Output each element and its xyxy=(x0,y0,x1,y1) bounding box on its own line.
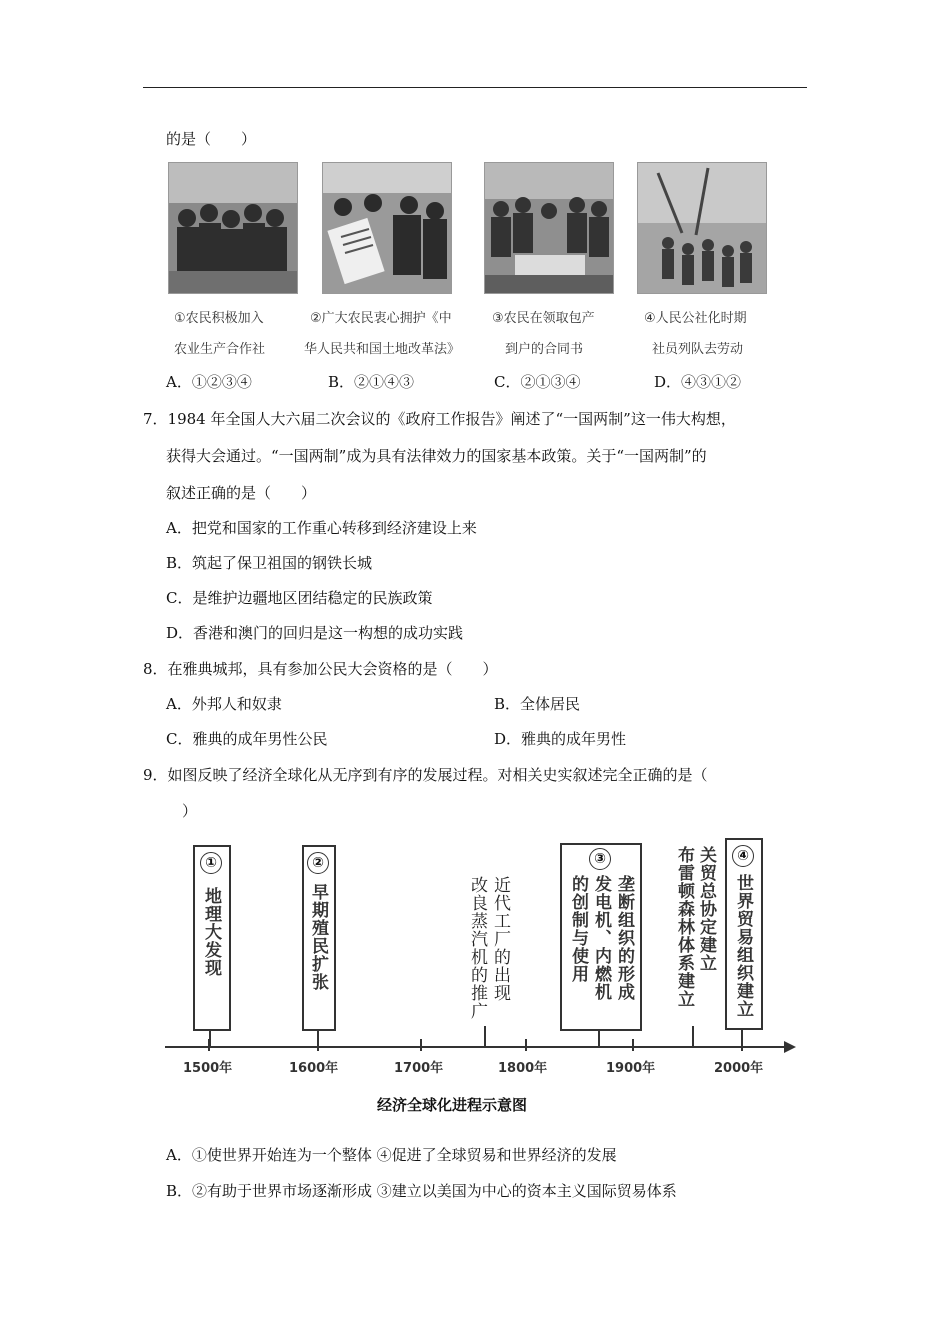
event-3-number: ③ xyxy=(589,848,611,870)
q8-option-d[interactable]: D．雅典的成年男性 xyxy=(494,730,627,748)
caption-3-line2: 到户的合同书 xyxy=(505,342,584,357)
q6-option-a[interactable]: A．①②③④ xyxy=(166,373,252,391)
event-4-number: ④ xyxy=(732,845,754,867)
year-2000: 2000年 xyxy=(714,1061,764,1076)
caption-2-line1: ②广大农民衷心拥护《中 xyxy=(310,311,452,326)
caption-4-line2: 社员列队去劳动 xyxy=(652,342,744,357)
event-2-number: ② xyxy=(307,852,329,874)
tick-1900 xyxy=(632,1039,634,1051)
q9-stem-end: ） xyxy=(182,802,198,820)
q7-option-c[interactable]: C．是维护边疆地区团结稳定的民族政策 xyxy=(166,589,433,607)
timeline-arrow-icon xyxy=(784,1041,796,1053)
q8-stem: 8．在雅典城邦，具有参加公民大会资格的是（ ） xyxy=(143,660,498,678)
event-4-stem xyxy=(741,1028,743,1046)
year-1800: 1800年 xyxy=(498,1061,548,1076)
event-box-2 xyxy=(302,845,336,1031)
photo-4 xyxy=(637,162,767,294)
photo-3 xyxy=(484,162,614,294)
q8-option-a[interactable]: A．外邦人和奴隶 xyxy=(166,695,282,713)
event-3-text-col1: 垄断组织的形成 xyxy=(614,875,634,1001)
tick-1800 xyxy=(525,1039,527,1051)
event-modern-factory: 近代工厂的出现 xyxy=(490,876,510,1002)
header-rule xyxy=(143,87,807,88)
q9-stem: 9．如图反映了经济全球化从无序到有序的发展过程。对相关史实叙述完全正确的是（ xyxy=(143,766,708,784)
q6-option-b[interactable]: B．②①④③ xyxy=(328,373,415,391)
caption-1-line1: ①农民积极加入 xyxy=(174,311,264,326)
year-1700: 1700年 xyxy=(394,1061,444,1076)
event-1-text: 地理大发现 xyxy=(201,887,221,977)
event-4-text: 世界贸易组织建立 xyxy=(733,874,753,1018)
q9-option-b[interactable]: B．②有助于世界市场逐渐形成 ③建立以美国为中心的资本主义国际贸易体系 xyxy=(166,1182,677,1200)
event-box-3 xyxy=(560,843,642,1031)
q7-option-d[interactable]: D．香港和澳门的回归是这一构想的成功实践 xyxy=(166,624,464,642)
event-box-4 xyxy=(725,838,763,1030)
q6-stem-tail: 的是（ ） xyxy=(166,130,257,148)
q7-stem-line1: 7．1984 年全国人大六届二次会议的《政府工作报告》阐述了“一国两制”这一伟大构想， xyxy=(143,410,736,428)
q9-option-a[interactable]: A．①使世界开始连为一个整体 ④促进了全球贸易和世界经济的发展 xyxy=(166,1146,617,1164)
q6-option-c[interactable]: C．②①③④ xyxy=(494,373,581,391)
tick-1700 xyxy=(420,1039,422,1051)
event-mid-stem xyxy=(484,1026,486,1046)
event-gatt: 关贸总协定建立 xyxy=(696,846,716,972)
photo-1 xyxy=(168,162,298,294)
q7-option-b[interactable]: B．筑起了保卫祖国的钢铁长城 xyxy=(166,554,373,572)
caption-2-line2: 华人民共和国土地改革法》 xyxy=(304,342,461,357)
event-bretton-woods: 布雷顿森林体系建立 xyxy=(674,846,694,1008)
q7-stem-line2: 获得大会通过。“一国两制”成为具有法律效力的国家基本政策。关于“一国两制”的 xyxy=(166,447,707,465)
q8-option-c[interactable]: C．雅典的成年男性公民 xyxy=(166,730,328,748)
event-2-stem xyxy=(317,1029,319,1046)
event-steam-engine: 改良蒸汽机的推广 xyxy=(467,876,487,1020)
event-2-text: 早期殖民扩张 xyxy=(308,883,328,991)
event-3-text-col2: 发电机、内燃机 xyxy=(591,875,611,1001)
event-3-stem xyxy=(598,1029,600,1046)
timeline-axis xyxy=(165,1046,785,1048)
q8-option-b[interactable]: B．全体居民 xyxy=(494,695,581,713)
q7-option-a[interactable]: A．把党和国家的工作重心转移到经济建设上来 xyxy=(166,519,477,537)
year-1500: 1500年 xyxy=(183,1061,233,1076)
caption-3-line1: ③农民在领取包产 xyxy=(492,311,595,326)
event-1-stem xyxy=(209,1029,211,1046)
year-1600: 1600年 xyxy=(289,1061,339,1076)
q6-option-d[interactable]: D．④③①② xyxy=(654,373,742,391)
timeline-title: 经济全球化进程示意图 xyxy=(377,1096,528,1114)
caption-1-line2: 农业生产合作社 xyxy=(174,342,266,357)
photo-2 xyxy=(322,162,452,294)
event-box-1 xyxy=(193,845,231,1031)
q7-stem-line3: 叙述正确的是（ ） xyxy=(166,484,317,502)
event-gatt-stem xyxy=(692,1026,694,1046)
event-1-number: ① xyxy=(200,852,222,874)
caption-4-line1: ④人民公社化时期 xyxy=(644,311,747,326)
event-3-text-col3: 的创制与使用 xyxy=(568,875,588,983)
year-1900: 1900年 xyxy=(606,1061,656,1076)
